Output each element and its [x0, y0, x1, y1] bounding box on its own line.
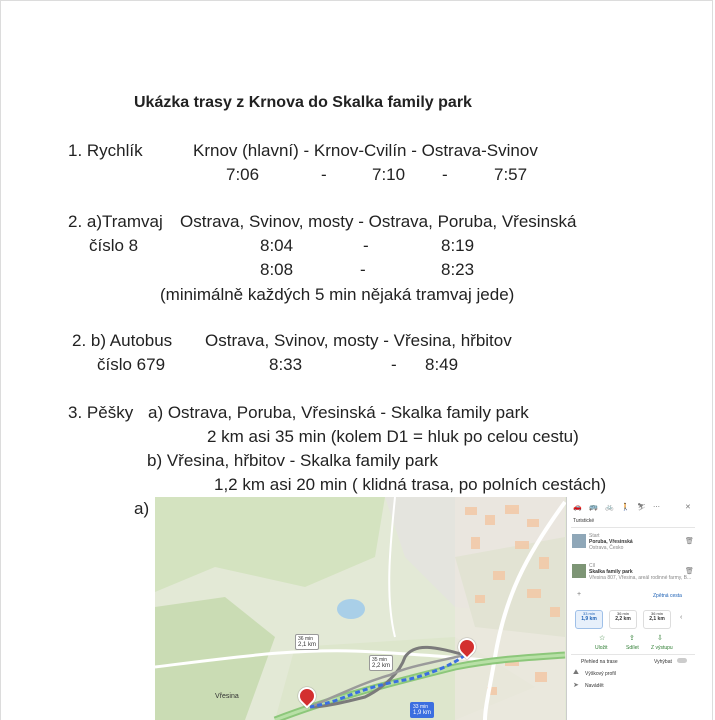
s3-a-detail: 2 km asi 35 min (kolem D1 = hluk po celou cestu)	[207, 427, 579, 446]
share-action[interactable]: Sdílet	[626, 645, 639, 651]
navigate-icon: ➤	[573, 682, 579, 689]
map-route-label-1[interactable]	[295, 634, 319, 650]
start-name[interactable]: Poruba, Vřesinská	[589, 539, 633, 545]
avoid-label: Vyhýbat	[654, 659, 672, 665]
s2a-row1-dash: -	[363, 236, 369, 255]
s2a-row2-dash: -	[360, 260, 366, 279]
more-icon[interactable]: ⋯	[653, 504, 660, 511]
s2a-route: Ostrava, Svinov, mosty - Ostrava, Poruba, Vřesinská	[180, 212, 577, 231]
chevron-left-icon[interactable]: ‹	[680, 614, 683, 621]
route-option-2-time: 36 min	[616, 611, 629, 616]
s3-b-line: b) Vřesina, hřbitov - Skalka family park	[147, 451, 438, 470]
s1-time-2: 7:10	[372, 165, 406, 184]
navigate-link[interactable]: Navádět	[585, 683, 604, 689]
s2b-route: Ostrava, Svinov, mosty - Vřesina, hřbitov	[205, 331, 512, 350]
trash-icon[interactable]: 🗑	[685, 538, 694, 545]
s1-time-1: 7:06	[226, 165, 260, 184]
s2b-dep: 8:33	[269, 355, 303, 374]
s2a-row2-arr: 8:23	[441, 260, 475, 279]
s2b-dash: -	[391, 355, 397, 374]
route-option-3[interactable]	[643, 610, 671, 629]
route-option-3-dist: 2,1 km	[649, 616, 665, 622]
map-route-label-2[interactable]	[369, 655, 393, 671]
s2b-arr: 8:49	[425, 355, 459, 374]
s2a-note: (minimálně každých 5 min nějaká tramvaj jede)	[160, 285, 515, 304]
start-label: Start	[589, 533, 600, 539]
route-option-1-dist: 1,9 km	[581, 616, 597, 622]
close-icon[interactable]: ✕	[685, 504, 691, 511]
export-action[interactable]: Z výstupu	[651, 645, 673, 651]
profile-icon: ⛰	[573, 669, 579, 676]
end-sub: Vřesina 807, Vřesina, areál rodinné farmy, B...	[589, 575, 692, 581]
s3-a-line: a) Ostrava, Poruba, Vřesinská - Skalka family park	[148, 403, 529, 422]
route-option-2-dist: 2,2 km	[615, 616, 631, 622]
add-stop-icon[interactable]: +	[577, 591, 582, 598]
star-icon[interactable]: ☆	[599, 635, 606, 642]
map-route-3-time: 33 min	[413, 704, 429, 710]
map-route-1-dist: 2,1 km	[298, 642, 317, 648]
start-thumbnail	[572, 534, 586, 548]
avoid-toggle[interactable]	[677, 658, 687, 663]
s2a-row1-arr: 8:19	[441, 236, 475, 255]
s1-dash-2: -	[442, 165, 448, 184]
document-title: Ukázka trasy z Krnova do Skalka family park	[134, 94, 472, 111]
s2a-row1-dep: 8:04	[260, 236, 294, 255]
s2b-number: číslo 679	[97, 355, 166, 374]
share-icon[interactable]: ⇪	[629, 635, 635, 642]
end-name[interactable]: Skalka family park	[589, 569, 633, 575]
divider	[571, 527, 695, 528]
s1-label: 1. Rychlík	[68, 141, 143, 160]
trash-icon[interactable]: 🗑	[685, 568, 694, 575]
map-place-vresina: Vřesina	[215, 693, 239, 700]
route-option-1[interactable]	[575, 610, 603, 629]
map-route-3-dist: 1,9 km	[413, 710, 432, 716]
route-option-1-time: 33 min	[582, 611, 595, 616]
route-option-3-time: 36 min	[650, 611, 663, 616]
s1-route: Krnov (hlavní) - Krnov-Cvilín - Ostrava-Svinov	[193, 141, 538, 160]
export-icon[interactable]: ⇩	[657, 635, 663, 642]
s3-b-detail: 1,2 km asi 20 min ( klidná trasa, po polních cestách)	[214, 475, 607, 494]
s2a-number: číslo 8	[89, 236, 139, 255]
s1-time-3: 7:57	[494, 165, 528, 184]
start-sub: Ostrava, Česko	[589, 545, 624, 551]
return-route-link[interactable]: Zpětná cesta	[653, 593, 682, 599]
end-thumbnail	[572, 564, 586, 578]
s2b-label: 2. b) Autobus	[72, 331, 173, 350]
s3-label: 3. Pěšky	[68, 403, 134, 422]
prefer-label: Přehled na trase	[581, 659, 618, 665]
map-route-1-time: 36 min	[298, 636, 314, 642]
end-label: Cíl	[589, 563, 596, 569]
ski-icon[interactable]: ⛷	[637, 504, 646, 511]
divider	[571, 654, 695, 655]
walk-icon[interactable]: 🚶	[621, 504, 630, 511]
map-route-label-3[interactable]	[410, 702, 434, 718]
route-option-2[interactable]	[609, 610, 637, 629]
route-panel	[566, 497, 699, 720]
elevation-profile[interactable]: Výškový profil	[585, 671, 616, 677]
save-action[interactable]: Uložit	[595, 645, 608, 651]
s2a-row2-dep: 8:08	[260, 260, 294, 279]
s1-dash-1: -	[321, 165, 327, 184]
bike-icon[interactable]: 🚲	[605, 504, 614, 511]
car-icon[interactable]: 🚗	[573, 504, 582, 511]
map-route-2-time: 35 min	[372, 657, 388, 663]
figure-label: a)	[134, 499, 150, 518]
map-route-2-dist: 2,2 km	[372, 663, 391, 669]
bus-icon[interactable]: 🚌	[589, 504, 598, 511]
s2a-label: 2. a)Tramvaj	[68, 212, 163, 231]
mode-label[interactable]: Turistické	[573, 518, 595, 524]
